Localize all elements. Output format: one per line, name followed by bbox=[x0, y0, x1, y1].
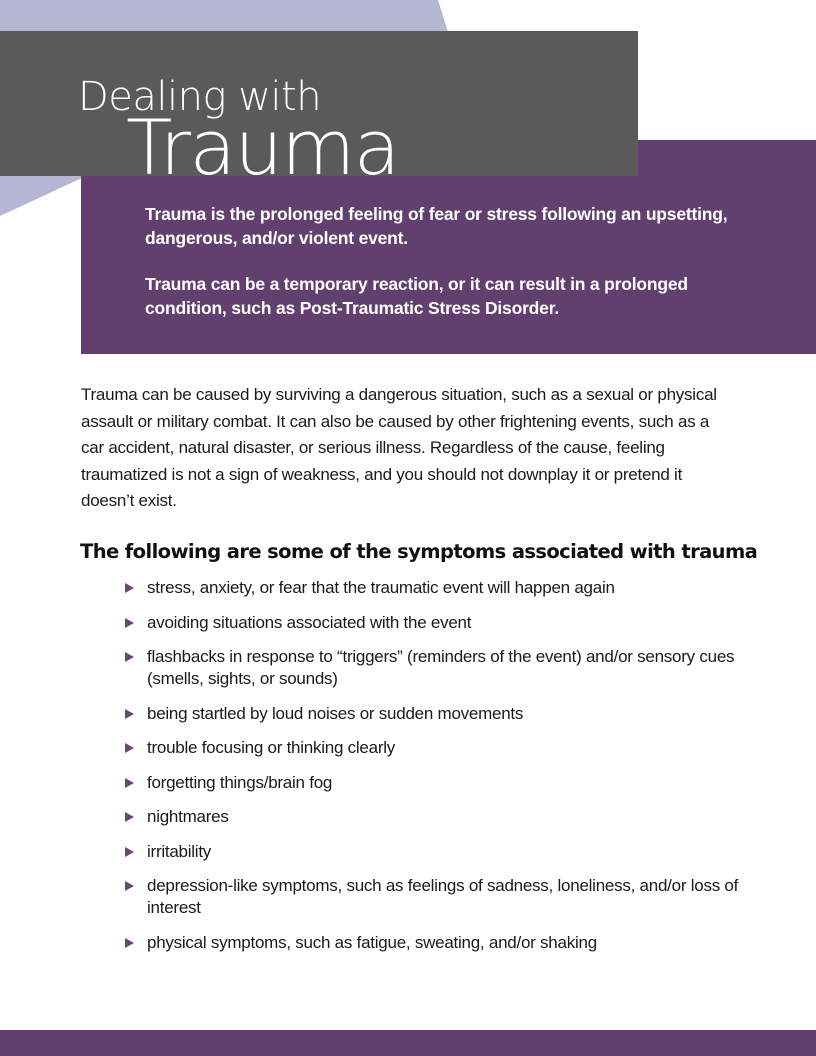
list-item bbox=[125, 577, 765, 599]
list-item-label: physical symptoms, such as fatigue, sweating, and/or shaking bbox=[147, 932, 597, 952]
list-item-label: stress, anxiety, or fear that the traumatic event will happen again bbox=[147, 578, 615, 597]
triangle-right-icon bbox=[125, 652, 134, 662]
triangle-right-icon bbox=[125, 709, 134, 719]
list-item-label: being startled by loud noises or sudden movements bbox=[147, 703, 524, 723]
list-item bbox=[125, 806, 765, 828]
footer-bar bbox=[0, 1030, 816, 1056]
decorative-top-band bbox=[0, 0, 448, 32]
triangle-right-icon bbox=[125, 938, 134, 948]
triangle-right-icon bbox=[125, 812, 134, 822]
list-item bbox=[125, 841, 765, 863]
header-banner bbox=[0, 31, 638, 192]
list-item-label: depression-like symptoms, such as feelings of sadness, loneliness, and/or loss of interest bbox=[147, 876, 739, 917]
list-item bbox=[125, 737, 765, 759]
callout-paragraph-1: Trauma is the prolonged feeling of fear or stress following an upsetting, dangerous, and/or violent event. bbox=[145, 204, 728, 248]
triangle-right-icon bbox=[125, 881, 134, 891]
list-item-label: forgetting things/brain fog bbox=[147, 772, 333, 792]
symptoms-list bbox=[125, 577, 765, 966]
symptoms-heading: The following are some of the symptoms associated with trauma bbox=[80, 540, 758, 563]
callout-text-group bbox=[145, 202, 755, 320]
intro-paragraph: Trauma can be caused by surviving a dangerous situation, such as a sexual or physical assault or military combat. It can also be caused by other frightening events, such as a car accident, natural disaster, or serious illness. Regardless of the cause, feeling traumatized is not a sign of weakness, and you should not downplay it or pretend it doesn’t exist. bbox=[81, 385, 717, 510]
list-item-label: irritability bbox=[147, 841, 212, 861]
list-item bbox=[125, 772, 765, 794]
list-item bbox=[125, 703, 765, 725]
decorative-left-wedge bbox=[0, 176, 82, 216]
list-item bbox=[125, 932, 765, 954]
triangle-right-icon bbox=[125, 743, 134, 753]
triangle-right-icon bbox=[125, 778, 134, 788]
triangle-right-icon bbox=[125, 847, 134, 857]
list-item bbox=[125, 875, 765, 919]
list-item-label: trouble focusing or thinking clearly bbox=[147, 738, 396, 757]
list-item bbox=[125, 612, 765, 634]
list-item-label: avoiding situations associated with the event bbox=[147, 612, 472, 632]
page-title-line1: Dealing with bbox=[78, 74, 322, 120]
list-item-label: flashbacks in response to “triggers” (reminders of the event) and/or sensory cues (smells, sights, or sounds) bbox=[147, 647, 735, 688]
list-item-label: nightmares bbox=[147, 807, 229, 826]
page-title-line2: Trauma bbox=[126, 103, 399, 192]
triangle-right-icon bbox=[125, 583, 134, 593]
triangle-right-icon bbox=[125, 618, 134, 628]
list-item bbox=[125, 646, 765, 690]
callout-paragraph-2: Trauma can be a temporary reaction, or it can result in a prolonged condition, such as Post-Traumatic Stress Disorder. bbox=[145, 274, 688, 318]
